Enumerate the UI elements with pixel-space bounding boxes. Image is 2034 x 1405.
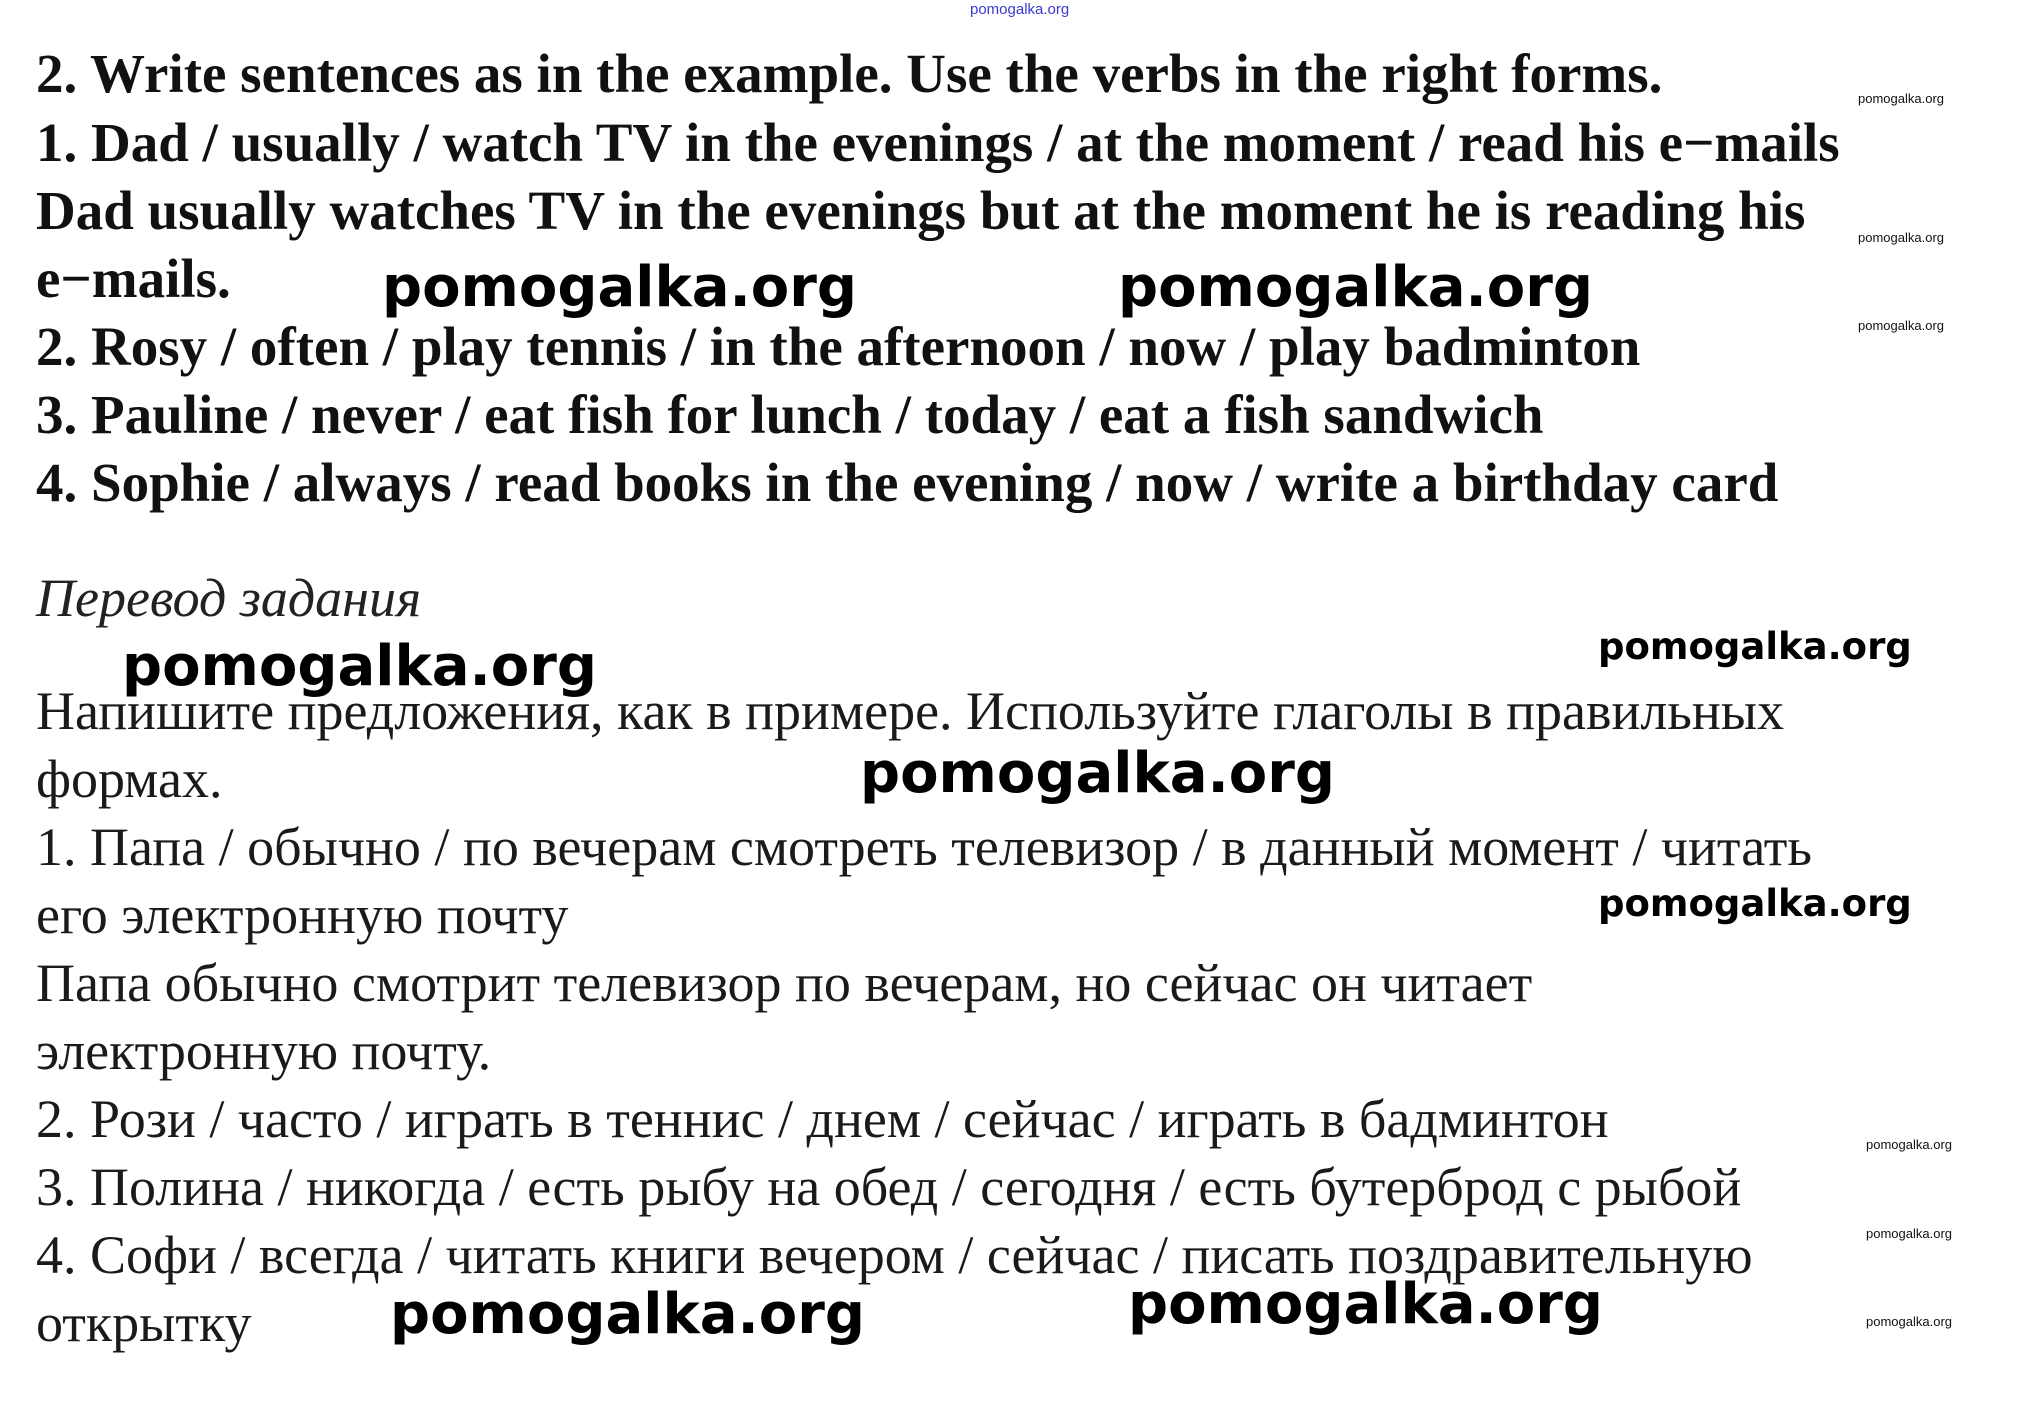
translation-example-line-2: электронную почту. xyxy=(36,1021,492,1081)
task-item-4: 4. Sophie / always / read books in the evening / now / write a birthday card xyxy=(36,452,1779,513)
translation-item-4-line-2: открытку xyxy=(36,1293,252,1353)
translation-instruction-line-1: Напишите предложения, как в примере. Используйте глаголы в правильных xyxy=(36,681,1785,741)
watermark: pomogalka.org xyxy=(860,741,1335,806)
watermark: pomogalka.org xyxy=(1866,1137,1952,1152)
translation-item-2: 2. Рози / часто / играть в теннис / днем / сейчас / играть в бадминтон xyxy=(36,1089,1609,1149)
task-heading: 2. Write sentences as in the example. Use the verbs in the right forms. xyxy=(36,43,1663,104)
translation-item-4-line-1: 4. Софи / всегда / читать книги вечером / сейчас / писать поздравительную xyxy=(36,1225,1753,1285)
watermark: pomogalka.org xyxy=(122,634,597,699)
task-item-2: 2. Rosy / often / play tennis / in the afternoon / now / play badminton xyxy=(36,316,1641,377)
task-item-3: 3. Pauline / never / eat fish for lunch / today / eat a fish sandwich xyxy=(36,384,1544,445)
watermark: pomogalka.org xyxy=(1866,1314,1952,1329)
watermark: pomogalka.org xyxy=(390,1282,865,1347)
translation-example-line-1: Папа обычно смотрит телевизор по вечерам, но сейчас он читает xyxy=(36,953,1533,1013)
translation-heading: Перевод задания xyxy=(36,568,422,628)
watermark: pomogalka.org xyxy=(1866,1226,1952,1241)
watermark: pomogalka.org xyxy=(1858,318,1944,333)
translation-instruction-line-2: формах. xyxy=(36,749,223,809)
watermark: pomogalka.org xyxy=(1128,1272,1603,1337)
watermark: pomogalka.org xyxy=(382,255,857,320)
task-item-1: 1. Dad / usually / watch TV in the evenings / at the moment / read his e−mails xyxy=(36,112,1840,173)
watermark: pomogalka.org xyxy=(1858,91,1944,106)
example-answer-line-2: e−mails. xyxy=(36,248,231,309)
watermark: pomogalka.org xyxy=(1858,230,1944,245)
top-watermark: pomogalka.org xyxy=(970,1,1070,18)
watermark: pomogalka.org xyxy=(1598,882,1912,925)
translation-item-1-line-1: 1. Папа / обычно / по вечерам смотреть телевизор / в данный момент / читать xyxy=(36,817,1812,877)
watermark: pomogalka.org xyxy=(1118,255,1593,320)
example-answer-line-1: Dad usually watches TV in the evenings but at the moment he is reading his xyxy=(36,180,1806,241)
translation-item-1-line-2: его электронную почту xyxy=(36,885,569,945)
translation-item-3: 3. Полина / никогда / есть рыбу на обед / сегодня / есть бутерброд с рыбой xyxy=(36,1157,1742,1217)
watermark: pomogalka.org xyxy=(1598,625,1912,668)
